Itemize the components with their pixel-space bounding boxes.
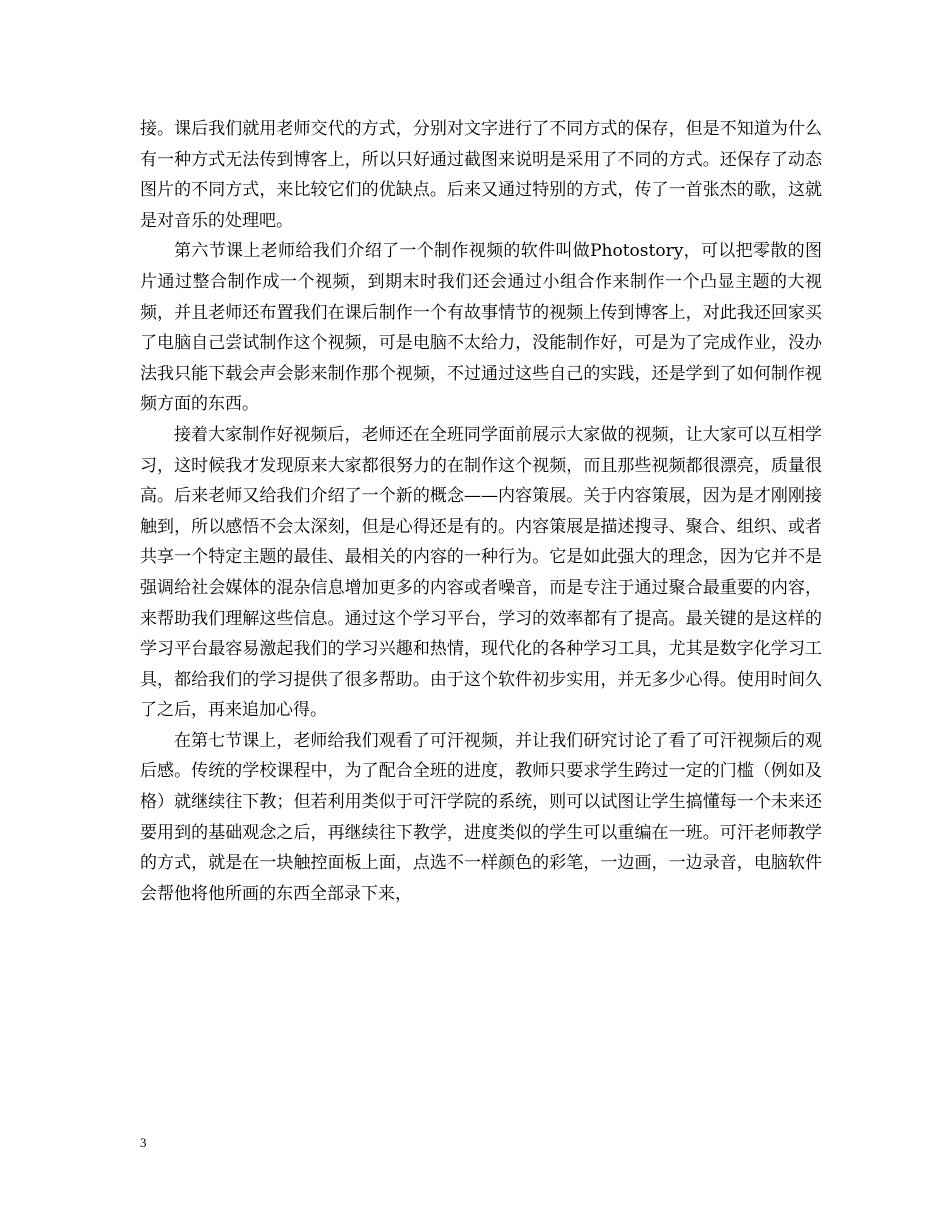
page-body <box>140 114 822 909</box>
paragraph-lesson-seven: 在第七节课上，老师给我们观看了可汗视频，并让我们研究讨论了看了可汗视频后的观后感。传统的学校课程中，为了配合全班的进度，教师只要求学生跨过一定的门槛（例如及格）就继续往下教；但若利用类似于可汗学院的系统，则可以试图让学生搞懂每一个未来还要用到的基础观念之后，再继续往下教学，进度类似的学生可以重编在一班。可汗老师教学的方式，就是在一块触控面板上面，点选不一样颜色的彩笔，一边画，一边录音，电脑软件会帮他将他所画的东西全部录下来， <box>140 730 822 904</box>
paragraph-content-curation: 接着大家制作好视频后，老师还在全班同学面前展示大家做的视频，让大家可以互相学习，这时候我才发现原来大家都很努力的在制作这个视频，而且那些视频都很漂亮，质量很高。后来老师又给我们介绍了一个新的概念——内容策展。关于内容策展，因为是才刚刚接触到，所以感悟不会太深刻，但是心得还是有的。内容策展是描述搜寻、聚合、组织、或者共享一个特定主题的最佳、最相关的内容的一种行为。它是如此强大的理念，因为它并不是强调给社会媒体的混杂信息增加更多的内容或者噪音，而是专注于通过聚合最重要的内容，来帮助我们理解这些信息。通过这个学习平台，学习的效率都有了提高。最关键的是这样的学习平台最容易激起我们的学习兴趣和热情，现代化的各种学习工具，尤其是数字化学习工具，都给我们的学习提供了很多帮助。由于这个软件初步实用，并无多少心得。使用时间久了之后，再来追加心得。 <box>140 424 822 721</box>
paragraph-lesson-six: 第六节课上老师给我们介绍了一个制作视频的软件叫做Photostory，可以把零散的图片通过整合制作成一个视频，到期末时我们还会通过小组合作来制作一个凸显主题的大视频，并且老师还布置我们在课后制作一个有故事情节的视频上传到博客上，对此我还回家买了电脑自己尝试制作这个视频，可是电脑不太给力，没能制作好，可是为了完成作业，没办法我只能下载会声会影来制作那个视频，不过通过这些自己的实践，还是学到了如何制作视频方面的东西。 <box>140 241 822 415</box>
page-number: 3 <box>140 1135 147 1150</box>
paragraph-continuation: 接。课后我们就用老师交代的方式，分别对文字进行了不同方式的保存，但是不知道为什么有一种方式无法传到博客上，所以只好通过截图来说明是采用了不同的方式。还保存了动态图片的不同方式，来比较它们的优缺点。后来又通过特别的方式，传了一首张杰的歌，这就是对音乐的处理吧。 <box>140 119 822 231</box>
